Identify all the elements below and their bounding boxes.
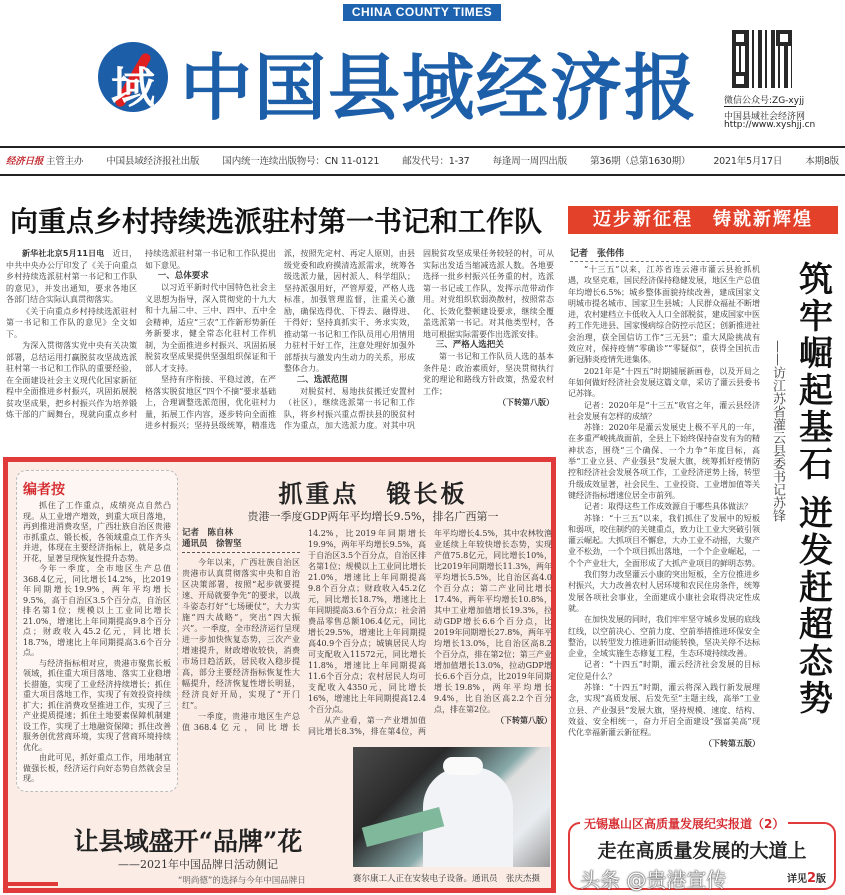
section-heading: 三、严格人选把关 [435, 340, 504, 350]
continued-link[interactable]: （下转第八版） [498, 397, 554, 407]
page-number: 2 [806, 871, 816, 886]
paragraph: 对脱贫村、易地扶贫搬迁安置村（社区），继续选派第一书记和工作队，将乡村振兴重点帮扶县的脱贫村作为重点，加大选派力度。对其中巩固脱贫攻坚成果任务较轻的村，可从实际出发适当缩减选派人数。各地要选择一批乡村振兴任务重的村，选派第一书记或工作队，发挥示范带动作用。对党组织软弱涣散村，按照常态化、长效化整顿建设要求，继续全覆盖选派第一书记。对其他类型村，各地可根据实际需要作出选派安排。 [284, 249, 554, 430]
issue-number: 第36期（总第1630期） [590, 156, 691, 167]
editor-note [16, 470, 178, 792]
paragraph: 与经济指标相对应，贵港市聚焦长板领域，抓住重大项目落地、落实工业稳增长措施，实现了工业经济持续增长；抓住重大项目落地工作，实现了有效投资持续扩大；抓住消费攻坚推进工作，实现了三产业提质提速；抓住土地要素保障机制建设工作，实现了土地融资保障；抓住改善服务创优营商环境，实现了营商环境持续优化。 [23, 658, 171, 752]
paragraph: 今年以来，广西壮族自治区贵港市认真贯彻落实中央和自治区决策部署，按照“起步就要提速、开局就要争先”的要求，以战斗姿态打好“七场硬仗”，大力实施“四大战略”，突出“四大振兴”。一季度，全市经济运行呈现进一步加快恢复态势，三次产业增速提升，财政增收较快，消费市场日趋活跃，居民收入稳步提高，部分主要经济指标恢复性大幅提升，经济恢复性增长明显，经济良好开局，实现了“开门红”。 [182, 558, 300, 710]
paragraph: 第一书记和工作队员人选的基本条件是：政治素质好，坚决贯彻执行党的理论和路线方针政策，热爱农村工作； [423, 352, 554, 396]
column-banner: 迈步新征程 铸就新辉煌 [568, 206, 838, 234]
frequency: 每逢周一周四出版 [492, 156, 567, 167]
wechat-account: 微信公众号:ZG-xyjj [724, 96, 805, 106]
paragraph: 苏锋：“十四五”时期，灌云将深入践行新发展理念，实现“高质发展、后发先至”主题主线，高举“工业立县、产业强县”发展大旗，坚持规模、速度、结构、效益、安全相统一，奋力开启全面建设“强富美高”现代化幸福新灌云新征程。 [568, 682, 760, 738]
photo-caption: 赛尔康工人正在安装电子设备。通讯员 张庆杰摄 [353, 874, 541, 884]
paragraph: 从产业看，第一产业增加值同比增长8.3%，排在第4位，两年平均增长4.5%，其中农林牧渔业延续上年较快增长态势，实现产值75.8亿元，同比增长10%，比2019年同期增长11.3%，两年平均增长5.5%，比自治区高4.0个百分点；第二产业同比增长17.4%，两年平均增长10.8%，其中工业增加值增长19.3%，拉动GDP增长6.6个百分点，比2019年同期增长27.8%，两年平均增长13.0%，比自治区高8.2个百分点，排在第2位；第三产业增加值增长13.0%，拉动GDP增长6.6个百分点，比2019年同期增长19.8%，两年平均增长9.4%，比自治区高2.2个百分点，排在第2位。 [308, 529, 552, 736]
paragraph: 由此可见，抓好重点工作，用地制宜做强长板，经济运行向好态势自然就会呈现。 [23, 753, 171, 783]
paragraph: 记者：取得这些工作成效源自于哪些具体做法？ [584, 502, 752, 512]
section-heading: 二、选派范围 [296, 374, 348, 385]
headline-char: 态 [799, 642, 833, 682]
paragraph: 苏锋：2020年是灌云发展史上极不平凡的一年，在多重严峻挑战面前，全县上下始终保持奋发有为的精神状态，围绕“三个确保、一个力争”年度目标，高举“工业立县、产业强县”发展大旗，统筹抓好疫情防控和经济社会发展各项工作，工业经济逆势上扬，转型升级成效显著，社会民生、工业投资、工业增加值等关键经济指标增速位居全市前列。 [568, 423, 760, 500]
issue-date: 2021年5月17日 [713, 156, 783, 167]
cn-number: 国内统一连续出版物号：CN 11-0121 [222, 156, 380, 167]
see-page-link[interactable] [787, 870, 826, 886]
headline-char: 赶 [799, 568, 833, 608]
vertical-headline [794, 262, 838, 718]
watermark: 头条 @贵港宣传 [580, 868, 727, 892]
masthead-title: 中国县域经济报 [180, 45, 699, 130]
paragraph: 一季度，贵港市地区生产总值368.4亿元，同比增长14.2%，比2019年同期增长19.9%，两年平均增长9.5%，高于自治区3.5个百分点，自治区排名第1位；规模以上工业同比增长21.0%，增速比上年同期提高9.8个百分点；财政收入45.2亿元，同比增长18.7%，增速比上年同期提高3.6个百分点；社会消费品零售总额106.4亿元，同比增长29.5%，增速比上年同期提高40.9个百分点；城镇居民人均可支配收入11572元，同比增长11.8%，增速比上年同期提高11.6个百分点；农村居民人均可支配收入4350元，同比增长16%，增速比上年同期提高12.4个百分点。 [182, 529, 426, 732]
headline-char: 牢 [799, 297, 833, 337]
paragraph: 坚持有序衔接、平稳过渡，在严格落实脱贫地区“四个不摘”要求基础上，合理调整选派范围，优化驻村力量，拓展工作内容，逐步转向全面推进乡村振兴；坚持县级统筹，精准选派，按照先定村、再定人原则，由县级党委和政府摸清选派需求，统筹各级选派力量，因村派人、科学组队；坚持派强用好，严管厚爱，严格人选标准，加强管理监督，注重关心激励，确保选得优、下得去、融得进、干得好；坚持真抓实干、务求实效，推动第一书记和工作队员用心用情用力驻村干好工作，注意处理好加强外部帮扶与激发内生动力的关系，形成整体合力。 [145, 249, 415, 430]
feature-subtitle: 贵港一季度GDP两年平均增长9.5%，排名广西第一 [247, 510, 499, 523]
bottom-rule [0, 174, 845, 176]
paragraph: 今年一季度，全市地区生产总值368.4亿元，同比增长14.2%，比2019年同期增长19.9%，两年平均增长9.5%，高于自治区3.5个百分点，自治区排名第1位；规模以上工业同比增长21.0%，增速比上年同期提高9.8个百分点；财政收入45.2亿元，同比增长18.7%，增速比上年同期提高3.6个百分点。 [23, 564, 171, 657]
feature-box [3, 457, 556, 893]
page-suffix: 版 [816, 874, 826, 885]
site-url-link[interactable]: http://www.xyshjj.cn [724, 120, 816, 130]
paragraph: 2021年是“十四五”时期铺展新画卷，以及开局之年如何做好经济社会发展这篇文章，采访了灌云县委书记苏锋。 [568, 366, 760, 399]
paragraph: 为深入贯彻落实党中央有关决策部署，总结运用打赢脱贫攻坚战选派驻村第一书记和工作队的重要经验，在全面建设社会主义现代化国家新征程中全面推进乡村振兴，巩固拓展脱贫攻坚成果，把乡村振兴作为培养锻炼干部的广阔舞台，现就向重点乡村持续选派驻村第一书记和工作队提出如下意见。 [6, 249, 276, 419]
see-label: 详见 [786, 874, 807, 885]
postal-code: 邮发代号：1-37 [402, 156, 470, 167]
publisher: 中国县域经济报社出版 [106, 156, 200, 167]
lead-headline: 向重点乡村持续选派驻村第一书记和工作队 [10, 205, 543, 238]
logo-char: 域 [111, 63, 155, 112]
paragraph: 苏锋：“十三五”以来，我们抓住了发展中的短板和弱项，咬住制约的关键重点，致力让工业大突破引领灌云崛起。大抓项目不懈怠，大办工业不动摇，大聚产业不松劲，一个个项目抓出落地，一个个企业崛起，一个个产业壮大，全面形成了大抓产业项目的鲜明态势。 [568, 513, 760, 568]
interview-article [568, 264, 760, 750]
paragraph: 在加快发展的同时，我们牢牢坚守城乡发展的底线红线，以空前决心、空前力度、空前举措推进环保安全整治，以转型发力推进新旧动能转换，坚决关停不达标企业，全域实施生态修复工程，生态环境持续改善。 [568, 615, 760, 659]
paragraph: “十三五”以来，江苏省连云港市灌云县抢抓机遇，攻坚克难，国民经济保持稳健发展，地区生产总值年均增长6.5%；城乡整体面貌持续改善，建成国家文明城市提名城市、国家卫生县城；人民群众福祉不断增进，农村建档立卡低收入人口全部脱贫，建成国家中医药工作先进县、国家慢病综合防控示范区；创新推进社会治理，获全国信访工作“三无县”；重大风险挑战有效应对，保持疫情“零确诊”“零疑似”，获得全国抗击新冠肺炎疫情先进集体。 [568, 265, 760, 365]
related-article[interactable]: “明尚德”的选择与今年中国品牌日 [178, 876, 306, 886]
headline-char: 筑 [799, 260, 833, 300]
feature-title: 抓重点 锻长板 [278, 479, 468, 508]
paragraph: 《关于向重点乡村持续选派驻村第一书记和工作队的意见》全文如下。 [6, 306, 137, 339]
paragraph: 记者：“十四五”时期，灌云经济社会发展的目标定位是什么？ [568, 660, 760, 681]
info-bar [6, 153, 839, 167]
correspondent: 通讯员 徐智坚 [182, 539, 242, 549]
headline-char: 迸 [799, 494, 833, 534]
series-label: 无锡惠山区高质量发展纪实报道（2） [580, 815, 788, 832]
paragraph: 记者：2020年是“十三五”收官之年，灌云县经济社会发展有怎样的成绩？ [568, 400, 760, 421]
brand-headline: 让县域盛开“品牌”花 [73, 827, 303, 856]
lead-article [6, 248, 554, 432]
section-heading: 一、总体要求 [157, 271, 209, 281]
series-title[interactable]: 走在高质量发展的大道上 [597, 840, 807, 862]
divider [724, 106, 796, 107]
newspaper-logo-icon [98, 42, 168, 112]
vertical-subtitle: ——访江苏省灌云县委书记苏锋 [770, 340, 785, 522]
paragraph: 我们努力改坚灌云小康的突出短板，全方位推进乡村振兴，大力改善农村人居环境和农民住房条件，统筹发展各项社会事业，全面建成小康社会取得决定性成就。 [568, 570, 760, 613]
headline-char: 起 [799, 371, 833, 411]
qr-code-icon [732, 30, 792, 88]
factory-worker-photo [353, 747, 550, 867]
headline-char: 基 [799, 408, 833, 448]
top-rule [0, 146, 845, 148]
headline-char: 发 [799, 531, 833, 571]
continued-link[interactable]: （下转第五版） [704, 738, 760, 749]
headline-char: 石 [799, 445, 833, 485]
editor-note-body [23, 501, 171, 785]
continued-link[interactable]: （下转第八版） [496, 715, 552, 725]
paragraph: 以习近平新时代中国特色社会主义思想为指导，深入贯彻党的十九大和十九届二中、三中、四中、五中全会精神，适应“三农”工作新形势新任务新要求，健全常态化驻村工作机制，为全面推进乡村振兴、巩固拓展脱贫攻坚成果提供坚强组织保证和干部人才支持。 [145, 283, 276, 373]
dateline: 新华社北京5月11日电 [22, 249, 105, 258]
site-name: 中国县域社会经济网 [724, 112, 806, 122]
headline-char: 势 [799, 679, 833, 719]
paragraph: 近日，中共中央办公厅印发了《关于向重点乡村持续选派驻村第一书记和工作队的意见》，并发出通知，要求各地区各部门结合实际认真贯彻落实。 [6, 249, 138, 304]
decorative-bar [8, 882, 58, 886]
reporter: 记者 张伟伟 [570, 246, 750, 262]
editor-note-title: 编者按 [23, 482, 65, 498]
sponsor: 主管主办 [46, 156, 84, 167]
headline-char: 崛 [799, 334, 833, 374]
reporter: 记者 陈自林 [182, 528, 234, 538]
brand-subtitle: ——2021年中国品牌日活动侧记 [118, 858, 278, 871]
page-count: 本期8版 [805, 156, 839, 167]
feature-article [182, 528, 552, 737]
sponsor-brand: 经济日报 [6, 156, 44, 167]
headline-char: 超 [799, 605, 833, 645]
paragraph: 抓住了工作重点，成绩亮点自然凸现。从工业增产增效，到重大项目落地，再到推进消费攻坚，广西壮族自治区贵港市抓重点、锻长板，各领域重点工作齐头并进，体现在主要经济指标上，就是多点开花，显著呈现恢复性提升态势。 [23, 501, 171, 563]
english-name-banner: CHINA COUNTY TIMES [343, 4, 501, 21]
byline [182, 528, 300, 553]
